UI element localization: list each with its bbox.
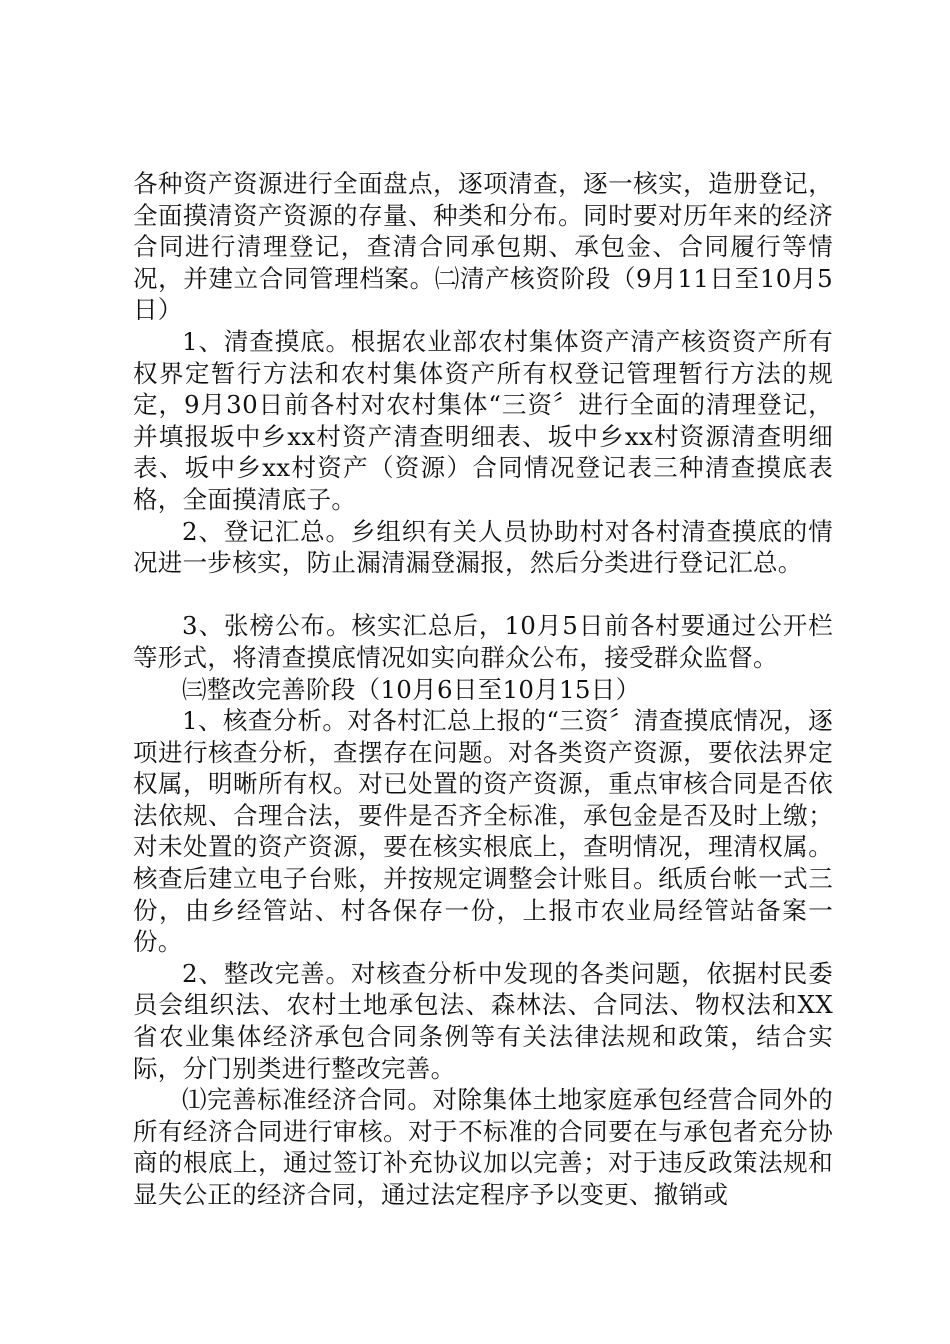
paragraph-registration-summary: 2、登记汇总。乡组织有关人员协助村对各村清查摸底的情况进一步核实，防止漏清漏登漏报，然后分类进行登记汇总。 (133, 516, 833, 578)
section-heading-rectification-stage: ㈢整改完善阶段（10月6日至10月15日） (182, 674, 641, 704)
paragraph-standard-contracts: ⑴完善标准经济合同。对除集体土地家庭承包经营合同外的所有经济合同进行审核。对于不标准的合同要在与承包者充分协商的根底上，通过签订补充协议加以完善；对于违反政策法规和显失公正的经济合同，通过法定程序予以变更、撤销或 (133, 1085, 833, 1209)
paragraph-survey: 1、清查摸底。根据农业部农村集体资产清产核资资产所有权界定暂行方法和农村集体资产所有权登记管理暂行方法的规定，9月30日前各村对农村集体“三资〞进行全面的清理登记，并填报坂中乡xx村资产清查明细表、坂中乡xx村资源清查明细表、坂中乡xx村资产（资源）合同情况登记表三种清查摸底表格，全面摸清底子。 (133, 326, 833, 514)
document-body (133, 168, 833, 1211)
paragraph-rectification: 2、整改完善。对核查分析中发现的各类问题，依据村民委员会组织法、农村土地承包法、森林法、合同法、物权法和XX省农业集体经济承包合同条例等有关法律法规和政策，结合实际，分门别类进行整改完善。 (133, 958, 833, 1083)
paragraph-asset-inventory: 各种资产资源进行全面盘点，逐项清查，逐一核实，造册登记，全面摸清资产资源的存量、种类和分布。同时要对历年来的经济合同进行清理登记，查清合同承包期、承包金、合同履行等情况，并建立合同管理档案。㈡清产核资阶段（9月11日至10月5日） (133, 169, 833, 325)
paragraph-verification-analysis: 1、核查分析。对各村汇总上报的“三资〞清查摸底情况，逐项进行核查分析，查摆存在问题。对各类资产资源，要依法界定权属，明晰所有权。对已处置的资产资源，重点审核合同是否依法依规、合理合法，要件是否齐全标准，承包金是否及时上缴；对未处置的资产资源，要在核实根底上，查明情况，理清权属。核查后建立电子台账，并按规定调整会计账目。纸质台帐一式三份，由乡经管站、村各保存一份，上报市农业局经管站备案一份。 (133, 706, 833, 957)
paragraph-public-notice: 3、张榜公布。核实汇总后，10月5日前各村要通过公开栏等形式，将清查摸底情况如实向群众公布，接受群众监督。 (133, 611, 833, 672)
